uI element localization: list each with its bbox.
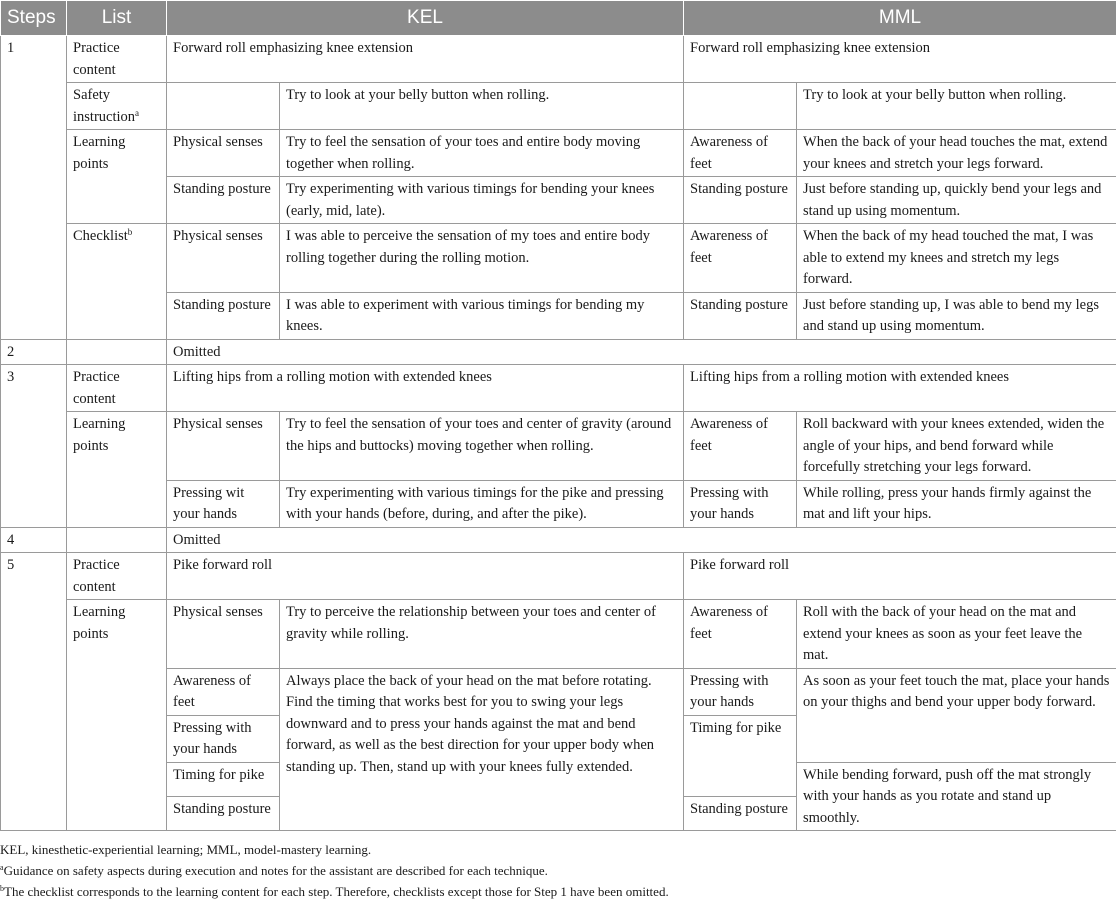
mml-text: While bending forward, push off the mat strongly with your hands as you rotate and stand up smoothly. bbox=[797, 762, 1116, 831]
kel-text: Try experimenting with various timings for bending your knees (early, mid, late). bbox=[280, 177, 684, 224]
kel-text: Try to feel the sensation of your toes and center of gravity (around the hips and buttocks) moving together when rolling. bbox=[280, 412, 684, 481]
kel-practice-content: Forward roll emphasizing knee extension bbox=[167, 36, 684, 83]
mml-practice-content: Lifting hips from a rolling motion with extended knees bbox=[684, 365, 1116, 412]
mml-safety-text: Try to look at your belly button when rolling. bbox=[797, 83, 1116, 130]
mml-text: When the back of my head touched the mat, I was able to extend my knees and stretch my legs forward. bbox=[797, 224, 1116, 293]
header-kel: KEL bbox=[167, 1, 684, 36]
mml-text: When the back of your head touches the mat, extend your knees and stretch your legs forward. bbox=[797, 130, 1116, 177]
kel-sub-label: Awareness of feet bbox=[167, 668, 280, 715]
step-number-2: 2 bbox=[1, 339, 67, 365]
list-safety-instruction bbox=[67, 83, 167, 130]
table-row bbox=[1, 130, 1116, 177]
kel-sub-label: Standing posture bbox=[167, 796, 280, 830]
kel-text: Try to feel the sensation of your toes and entire body moving together when rolling. bbox=[280, 130, 684, 177]
footnote-marker-a: a bbox=[135, 107, 140, 118]
table-row bbox=[1, 668, 1116, 715]
mml-text: As soon as your feet touch the mat, place your hands on your thighs and bend your upper body forward. bbox=[797, 668, 1116, 762]
footnote-abbreviations: KEL, kinesthetic-experiential learning; MML, model-mastery learning. bbox=[0, 842, 372, 857]
mml-sub-label: Standing posture bbox=[684, 292, 797, 339]
mml-sub-label: Awareness of feet bbox=[684, 600, 797, 669]
list-practice-content: Practice content bbox=[67, 365, 167, 412]
footnote-marker-b: b bbox=[127, 227, 133, 237]
kel-safety-text: Try to look at your belly button when rolling. bbox=[280, 83, 684, 130]
footnote-b-mark: b bbox=[0, 884, 4, 893]
kel-sub-label: Pressing wit your hands bbox=[167, 480, 280, 527]
footnote-b-text: The checklist corresponds to the learning content for each step. Therefore, checklists except those for Step 1 have been omitted. bbox=[4, 884, 669, 899]
table-row bbox=[1, 527, 1116, 553]
mml-text: Just before standing up, quickly bend your legs and stand up using momentum. bbox=[797, 177, 1116, 224]
list-practice-content: Practice content bbox=[67, 553, 167, 600]
step-number-3: 3 bbox=[1, 365, 67, 528]
kel-combined-text: Always place the back of your head on the mat before rotating. Find the timing that works best for you to swing your legs downward and to press your hands against the mat and bend forward, as well as the best direction for your upper body when standing up. Then, stand up with your knees fully extended. bbox=[280, 668, 684, 831]
footnote-b bbox=[0, 883, 1116, 902]
kel-sub-label: Standing posture bbox=[167, 292, 280, 339]
header-mml: MML bbox=[684, 1, 1116, 36]
mml-sub-label: Pressing with your hands bbox=[684, 668, 797, 715]
list-learning-points: Learning points bbox=[67, 130, 167, 224]
step4-omitted: Omitted bbox=[167, 527, 1116, 553]
kel-sub-label: Standing posture bbox=[167, 177, 280, 224]
list-learning-points: Learning points bbox=[67, 600, 167, 831]
kel-sub-label: Pressing with your hands bbox=[167, 715, 280, 762]
mml-sub-label: Awareness of feet bbox=[684, 412, 797, 481]
table-row bbox=[1, 600, 1116, 669]
kel-safety-empty bbox=[167, 83, 280, 130]
mml-sub-label: Pressing with your hands bbox=[684, 480, 797, 527]
mml-text: Roll with the back of your head on the mat and extend your knees as soon as your feet leave the mat. bbox=[797, 600, 1116, 669]
table-row bbox=[1, 224, 1116, 293]
footnote-a-text: Guidance on safety aspects during execution and notes for the assistant are described for each technique. bbox=[3, 863, 548, 878]
table-row bbox=[1, 292, 1116, 339]
list-empty bbox=[67, 339, 167, 365]
step2-omitted: Omitted bbox=[167, 339, 1116, 365]
mml-sub-label: Timing for pike bbox=[684, 715, 797, 796]
table-row bbox=[1, 36, 1116, 83]
kel-sub-label: Physical senses bbox=[167, 130, 280, 177]
table-row bbox=[1, 339, 1116, 365]
list-learning-points: Learning points bbox=[67, 412, 167, 528]
footnote-a-mark: a bbox=[0, 863, 4, 872]
kel-practice-content: Lifting hips from a rolling motion with extended knees bbox=[167, 365, 684, 412]
kel-text: I was able to experiment with various timings for bending my knees. bbox=[280, 292, 684, 339]
mml-sub-label: Standing posture bbox=[684, 796, 797, 830]
table-row bbox=[1, 83, 1116, 130]
mml-sub-label: Awareness of feet bbox=[684, 224, 797, 293]
step-number-1: 1 bbox=[1, 36, 67, 340]
mml-safety-empty bbox=[684, 83, 797, 130]
table-row bbox=[1, 365, 1116, 412]
mml-sub-label: Awareness of feet bbox=[684, 130, 797, 177]
header-steps: Steps bbox=[1, 1, 67, 36]
kel-text: Try experimenting with various timings for the pike and pressing with your hands (before, during, and after the pike). bbox=[280, 480, 684, 527]
kel-sub-label: Physical senses bbox=[167, 224, 280, 293]
mml-practice-content: Forward roll emphasizing knee extension bbox=[684, 36, 1116, 83]
table-row bbox=[1, 480, 1116, 527]
step-number-5: 5 bbox=[1, 553, 67, 831]
footnote-a bbox=[0, 862, 1116, 881]
table-row bbox=[1, 177, 1116, 224]
step-number-4: 4 bbox=[1, 527, 67, 553]
table-row bbox=[1, 553, 1116, 600]
mml-practice-content: Pike forward roll bbox=[684, 553, 1116, 600]
kel-text: I was able to perceive the sensation of my toes and entire body rolling together during the rolling motion. bbox=[280, 224, 684, 293]
mml-text: Just before standing up, I was able to bend my legs and stand up using momentum. bbox=[797, 292, 1116, 339]
kel-sub-label: Timing for pike bbox=[167, 762, 280, 796]
kel-sub-label: Physical senses bbox=[167, 412, 280, 481]
kel-text: Try to perceive the relationship between your toes and center of gravity while rolling. bbox=[280, 600, 684, 669]
mml-text: While rolling, press your hands firmly against the mat and lift your hips. bbox=[797, 480, 1116, 527]
mml-text: Roll backward with your knees extended, widen the angle of your hips, and bend forward while forcefully stretching your legs forward. bbox=[797, 412, 1116, 481]
list-empty bbox=[67, 527, 167, 553]
kel-sub-label: Physical senses bbox=[167, 600, 280, 669]
header-row bbox=[1, 1, 1116, 36]
mml-sub-label: Standing posture bbox=[684, 177, 797, 224]
table-footnotes bbox=[0, 831, 1116, 902]
list-checklist bbox=[67, 224, 167, 340]
header-list: List bbox=[67, 1, 167, 36]
list-practice-content: Practice content bbox=[67, 36, 167, 83]
table-row bbox=[1, 412, 1116, 481]
safety-label: Safety instruction bbox=[73, 87, 136, 125]
checklist-label: Checklist bbox=[73, 228, 128, 244]
kel-practice-content: Pike forward roll bbox=[167, 553, 684, 600]
